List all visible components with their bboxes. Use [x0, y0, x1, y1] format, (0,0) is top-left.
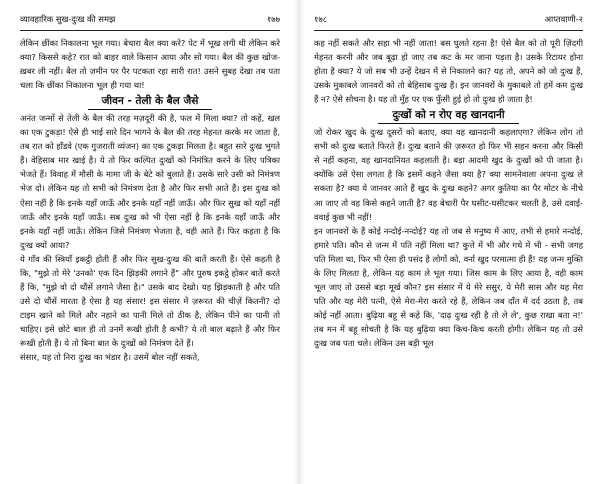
section-heading: [20, 94, 280, 108]
section-heading: [314, 108, 583, 122]
body-text: [20, 36, 280, 364]
paragraph: कह नहीं सकते और सहा भी नहीं जाता! बस घुलते रहना है! ऐसे बैल को तो पूरी ज़िंदगी मेहनत करनी और जब बूढ़ा हो जाए तब कट के मर जाना पड़ता है। उसके रिटायर होना होता है क्या? ये जो सब भी उन्हें देखन में से निकालने का? यह तो, अपने को जो दुःख हैं, उसके मुकाबले जानवरों को तो बेहिसाब दुःख हैं। इन जानवरों के मुकाबले तो हमें कम दुःख हैं न? ऐसे सोचना है। यह तो मुँह पर एक फुँसी हुई हो तो दुःख हो जाता है!: [314, 38, 583, 105]
left-page: [0, 0, 290, 484]
right-page: [308, 0, 599, 484]
running-title: व्यावहारिक सुख-दुःख की समझ: [20, 14, 116, 24]
section-heading-text: जीवन - तेली के बैल जैसे: [88, 95, 213, 110]
paragraph: जो रोकर खुद के दुःख दूसरों को बताए, क्या वह खानदानी कहलाएगा? लेकिन लोग तो सभी को दुःख बताते फिरते हैं। दुःख बताने की ज़रूरत हो फिर भी सहन करना और किसी से नहीं कहना, वह खानदानियत कहलाती है। बड़ा आदमी खुद के दुःखों को पी जाता है। क्योंकि उसे ऐसा लगता है कि इसमें कहने जैसा क्या है? क्या सामनेवाला अपना दुःख ले सकता है? क्या ये जानवर आते हैं खुद के दुःख कहने? अगर कुतिया का पैर मोटर के नीचे आ जाए तो वह किसे कहने जाती है? वह बेचारी पैर घसीट-घसीटकर चलती है, उसे दवाई-ववाई कुछ भी नहीं!: [314, 127, 583, 222]
paragraph: ये गाँव की स्त्रियाँ इकट्ठी होती हैं और फिर सुख-दुःख की बातें करती हैं। ऐसे कहती है कि, "मुझे तो मेरे 'उनको' एक दिन झिड़की लगाने हैं" और पुरुष इकट्ठे होकर बातें करते हैं कि, "मुझे वो दो थौंसें लगाने जैसा है।" उसके बाद देखो। यह झिड़काती है और पति उसे दो थौंसें मारता है ऐसा है यह संसार! इस संसार में ज़रूरत की चीज़ें कितनी? दो टाइम खाने को मिले और नहाने का पानी मिले तो ठीक है, लेकिन पीने का पानी तो चाहिए। इसे छोटे बाल ही तो उनमें रूखी होती है कभी? ये तो बाल बढ़ाते हैं और फिर रूखी होती हैं। ये तो बिना बात के दुःखों को निमंत्रण देते हैं।: [20, 253, 280, 348]
book-gutter: [294, 0, 304, 484]
page-number: १७७: [266, 14, 280, 24]
paragraph: इन जानवरों के हैं कोई नन्दोई-नन्दोई? यह तो जब से मनुष्य में आए, तभी से हमारे नन्दोई, हमारे पति। कौन से जन्म में पति नहीं मिला था? कुत्ते में भी और गधे में भी - सभी जगह पति मिला था, फिर भी ऐसा ही पसंद है लोगों को, वर्ना खुद परमात्मा ही हैं! यह जन्म मुक्ति के लिए मिलता है, लेकिन यह काम ले भूल गया। जिस काम के लिए आया है, वही काम भूल जाए तो उससे बड़ा मूर्ख कौन? इस संसार में ये मेरे ससुर, ये मेरी सास और यह मेरा पति और यह मेरी पत्नी, ऐसे मेरा-मेरा करते रहे हैं, लेकिन जब दाँत में दर्द उठता है, तब कोई नहीं आता। बुढ़िया बहू से कहे कि, 'दाढ़ दुःख रही है तो ले ले', कुछ राखा बता न!' तब मन में बहू सोचती है कि यह बुढ़िया क्या किच-किच करती होगी। लेकिन यह तो उसे दुःख जब पता चले। लेकिन उस बड़ी भूल: [314, 225, 583, 348]
section-heading-text: दुःखों को न रोए वह खानदानी: [378, 109, 518, 124]
paragraph: संसार, यह तो निरा दुःख का भंडार है। उसमें बोल नहीं सकते,: [20, 352, 200, 363]
body-text: [314, 36, 583, 350]
page-number: १७८: [314, 14, 328, 24]
running-title: आप्तवाणी-२: [544, 14, 583, 24]
paragraph: अनंत जन्मों से तेली के बैल की तरह मज़दूरी की है, फल में मिला क्या? तो कहें, खल का एक टुकड़ा! ऐसे ही भाई सारे दिन भागने के बैल की तरह मेहनत करके मर जाता है, तब रात को हाँडवे (एक गुजराती व्यंजन) का एक टुकड़ा मिलता है। बहुत सारे दुःख भुगते हैं। वेहिसाब मार खाई है। ये तो फिर कल्पित दुःखों को निमंत्रित करने के लिए पत्रिका भेजते हैं। विवाह में मौसी के मामा जी के बेटे को बुलाते हैं। उसके सारे उसी को निमंत्रण भेज दो। लेकिन यह तो सभी को निमंत्रण देता है और फिर सभी आते हैं। इस दुःख को ऐसा नहीं है कि इनके यहाँ जाऊँ और इनके यहाँ नहीं जाऊँ। और फिर सुख को यहाँ नहीं जाऊँ और इनके यहाँ जाऊँ। सब दुःख को भी ऐसा नहीं है कि इनके यहाँ जाऊँ और इनके यहाँ नहीं जाऊँ। लेकिन जिसे निमंत्रण भेजता है, वही आते हैं। फिर कहता है कि दुःख क्यों आया?: [20, 113, 280, 250]
paragraph: लेकिन छींका निकालना भूल गया। बेचारा बैल क्या करे? पेट में भूख लगी थी लेकिन करे क्या? किससे कहे? रात को बाहर वाले किसान आया और सो गया। बैल की कुछ खोज-ख़बर ली नहीं। बैल तो ज़मीन पर पैर पटकता रहा सारी रात! उसने सुबह देखा तब पता चला कि छींका निकालना भूल ही गया था!: [20, 38, 280, 91]
running-header: [20, 14, 280, 31]
running-header: [314, 14, 583, 31]
